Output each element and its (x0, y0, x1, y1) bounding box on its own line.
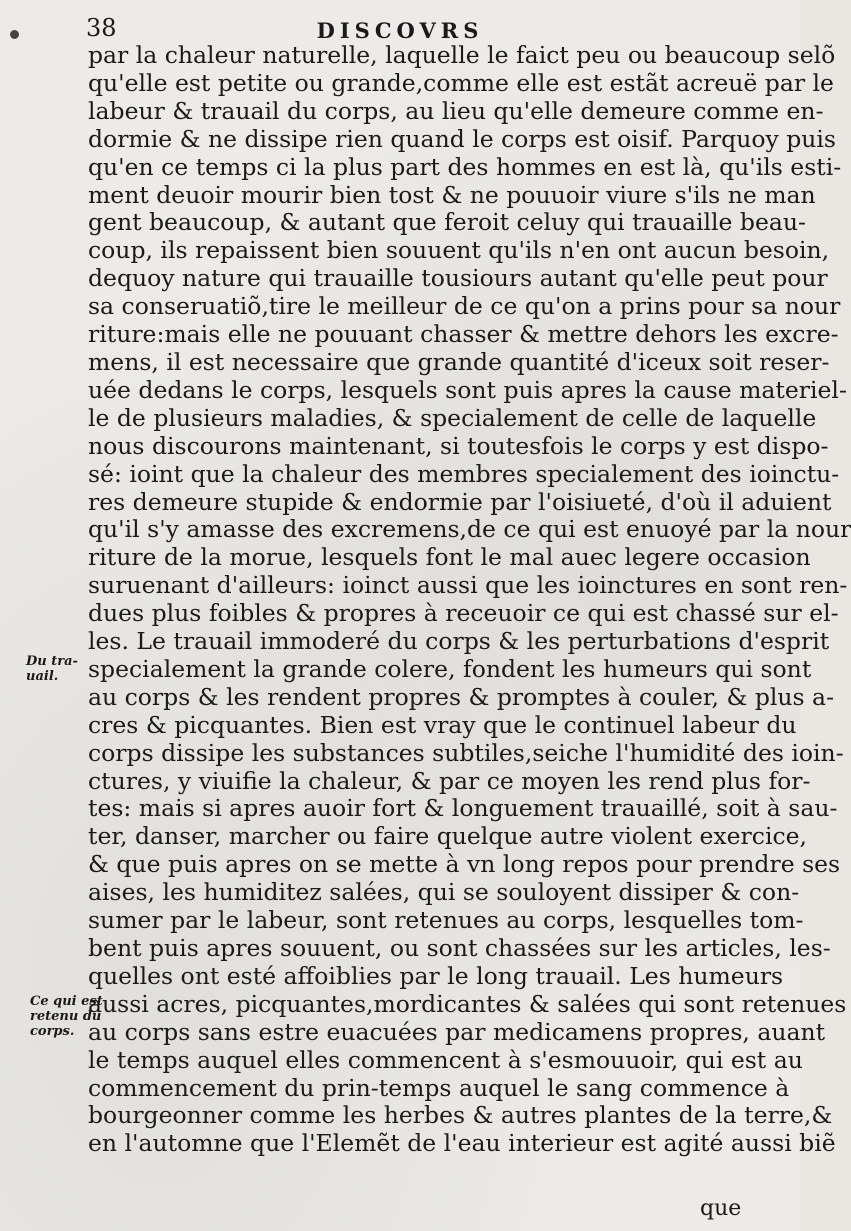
margin-note-trauail (26, 654, 108, 684)
text-line: au corps & les rendent propres & promptes à couler, & plus a- (88, 682, 835, 711)
text-line: sé: ioint que la chaleur des membres specialement des ioinctu- (88, 459, 840, 488)
margin-note-line: uail. (26, 669, 59, 684)
text-line: par la chaleur naturelle, laquelle le faict peu ou beaucoup selõ (88, 41, 836, 69)
text-line: bent puis apres souuent, ou sont chassées sur les articles, les- (88, 934, 831, 962)
text-line: sumer par le labeur, sont retenues au corps, lesquelles tom- (88, 906, 804, 935)
text-line: les. Le trauail immoderé du corps & les perturbations d'esprit (88, 627, 830, 656)
text-line: labeur & trauail du corps, au lieu qu'elle demeure comme en- (88, 96, 824, 125)
body-text (88, 41, 851, 1158)
text-line: ctures, y viuifie la chaleur, & par ce moyen les rend plus for- (88, 766, 811, 795)
text-line: qu'il s'y amasse des excremens,de ce qui est enuoyé par la nour (88, 515, 851, 544)
text-line: dequoy nature qui trauaille tousiours autant qu'elle peut pour (88, 264, 828, 293)
text-line: riture:mais elle ne pouuant chasser & mettre dehors les excre- (88, 320, 839, 349)
margin-note-retenu (30, 994, 112, 1039)
text-line: qu'elle est petite ou grande,comme elle est estãt acreuë par le (88, 68, 834, 97)
text-line: suruenant d'ailleurs: ioinct aussi que les ioinctures en sont ren- (88, 571, 848, 600)
text-line: commencement du prin-temps auquel le sang commence à (88, 1073, 790, 1102)
margin-note-line: corps. (30, 1024, 75, 1039)
text-line: mens, il est necessaire que grande quantité d'iceux soit reser- (88, 347, 830, 376)
text-line: le de plusieurs maladies, & specialement de celle de laquelle (88, 403, 817, 432)
text-line: ment deuoir mourir bien tost & ne pouuoir viure s'ils ne man (88, 180, 816, 209)
running-head: DISCOVRS (316, 18, 484, 43)
text-line: ter, danser, marcher ou faire quelque autre violent exercice, (88, 822, 807, 851)
text-line: quelles ont esté affoiblies par le long trauail. Les humeurs (88, 961, 784, 990)
text-line: aussi acres, picquantes,mordicantes & salées qui sont retenues (88, 989, 847, 1018)
text-line: & que puis apres on se mette à vn long repos pour prendre ses (88, 850, 841, 879)
text-line: aises, les humiditez salées, qui se souloyent dissiper & con- (88, 878, 800, 907)
text-line: corps dissipe les substances subtiles,seiche l'humidité des ioin- (88, 738, 844, 767)
text-line: bourgeonner comme les herbes & autres plantes de la terre,& (88, 1101, 833, 1130)
page-number: 38 (86, 14, 117, 42)
text-line: le temps auquel elles commencent à s'esmouuoir, qui est au (88, 1045, 803, 1074)
margin-note-line: Ce qui est (30, 994, 103, 1009)
text-line: sa conseruatiõ,tire le meilleur de ce qu'on a prins pour sa nour (88, 292, 841, 321)
text-line: res demeure stupide & endormie par l'oisiueté, d'où il aduient (88, 487, 832, 516)
text-line: gent beaucoup, & autant que feroit celuy qui trauaille beau- (88, 208, 806, 237)
text-line: qu'en ce temps ci la plus part des hommes en est là, qu'ils esti- (88, 152, 842, 181)
text-line: tes: mais si apres auoir fort & longuement trauaillé, soit à sau- (88, 794, 838, 823)
text-line: dues plus foibles & propres à receuoir ce qui est chassé sur el- (88, 599, 839, 628)
text-line: au corps sans estre euacuées par medicamens propres, auant (88, 1017, 826, 1046)
text-line: specialement la grande colere, fondent les humeurs qui sont (88, 654, 812, 683)
text-line: en l'automne que l'Elemẽt de l'eau interieur est agité aussi biẽ (88, 1129, 836, 1158)
text-line: dormie & ne dissipe rien quand le corps est oisif. Parquoy puis (88, 124, 836, 153)
text-line: coup, ils repaissent bien souuent qu'ils n'en ont aucun besoin, (88, 236, 830, 265)
margin-note-line: Du tra- (26, 654, 78, 669)
text-line: uée dedans le corps, lesquels sont puis apres la cause materiel- (88, 375, 847, 404)
text-line: nous discourons maintenant, si toutesfois le corps y est dispo- (88, 431, 829, 460)
text-line: cres & picquantes. Bien est vray que le continuel labeur du (88, 710, 797, 739)
margin-note-line: retenu du (30, 1009, 102, 1024)
text-line: riture de la morue, lesquels font le mal auec legere occasion (88, 543, 811, 572)
catchword: que (700, 1196, 742, 1221)
